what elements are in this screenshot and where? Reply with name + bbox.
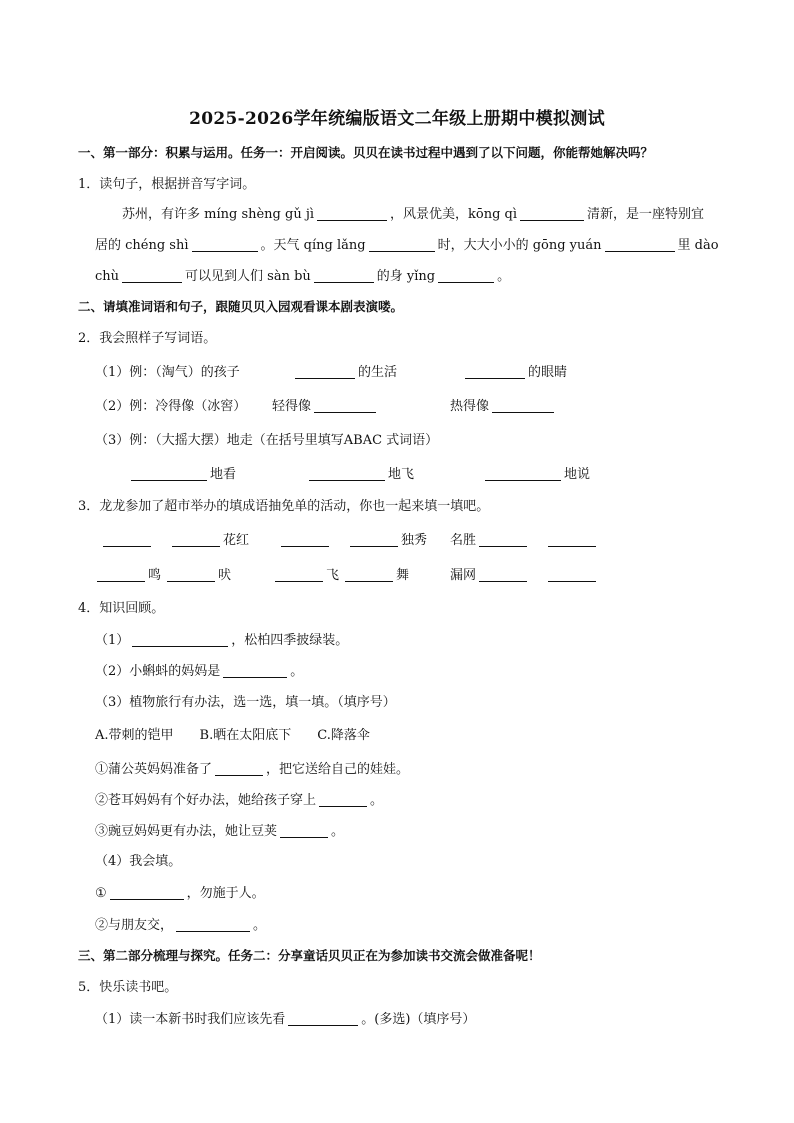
q4-choice-3-text: ③豌豆妈妈更有办法，她让豆荚 [95, 824, 278, 839]
blank[interactable] [314, 268, 374, 283]
q2-item-1a-text: 的生活 [358, 365, 398, 380]
blank[interactable] [314, 398, 376, 413]
blank[interactable] [97, 567, 145, 582]
q4-choice-2-end: 。 [370, 793, 384, 808]
blank[interactable] [309, 466, 385, 481]
blank[interactable] [492, 398, 554, 413]
q4-sub-3: （3）植物旅行有办法，选一选，填一填。（填序号） [95, 695, 396, 710]
q4-choice-2 [95, 792, 383, 810]
blank[interactable] [192, 237, 258, 252]
blank[interactable] [605, 237, 675, 252]
q3-idiom-5-text-a: 飞 [326, 568, 340, 583]
q3-idiom-4-text-b: 吠 [218, 568, 232, 583]
q3-idiom-4-text-a: 鸣 [148, 568, 162, 583]
q4-sub-4: （4）我会填。 [95, 854, 182, 869]
q2-stem: 2．我会照样子写词语。 [78, 331, 217, 346]
q4-fill-2-text: ②与朋友交， [95, 918, 174, 933]
q1-line3-d: 。 [497, 269, 511, 284]
q4-sub-1 [95, 632, 348, 650]
q3-stem: 3．龙龙参加了超市举办的填成语抽免单的活动，你也一起来填一填吧。 [78, 499, 490, 514]
q4-fill-1-text: ，勿施于人。 [186, 886, 265, 901]
q1-line1-b: ，风景优美，kōng qì [390, 207, 518, 222]
q2-item-3a [128, 466, 236, 484]
q2-item-2b [450, 398, 557, 416]
blank[interactable] [479, 532, 527, 547]
q4-sub-1-text: ，松柏四季披绿装。 [231, 633, 349, 648]
q5-sub-1-text: （1）读一本新书时我们应该先看 [95, 1012, 286, 1027]
q4-fill-1 [95, 885, 265, 903]
blank[interactable] [280, 823, 328, 838]
q5-stem: 5．快乐读书吧。 [78, 980, 178, 995]
q3-idiom-6 [450, 567, 599, 585]
blank[interactable] [369, 237, 435, 252]
q2-item-3b-text: 地飞 [388, 467, 415, 482]
q1-line1-a: 苏州，有许多 míng shèng gǔ jì [122, 207, 315, 222]
blank[interactable] [295, 364, 355, 379]
q1-line1-c: 清新，是一座特别宜 [587, 207, 705, 222]
q4-stem: 4．知识回顾。 [78, 601, 165, 616]
blank[interactable] [345, 567, 393, 582]
blank[interactable] [548, 567, 596, 582]
q2-item-3b [306, 466, 414, 484]
section-3-heading: 三、第二部分梳理与探究。任务二：分享童话贝贝正在为参加读书交流会做准备呢！ [78, 948, 541, 963]
q4-fill-2 [95, 917, 266, 935]
q3-idiom-5-text-b: 舞 [396, 568, 410, 583]
blank[interactable] [122, 268, 182, 283]
blank[interactable] [548, 532, 596, 547]
q1-line-3 [95, 268, 510, 286]
q1-line2-b: 。天气 qíng lǎng [260, 238, 366, 253]
q1-line3-c: 的身 yǐng [376, 269, 436, 284]
q4-choice-1-text: ①蒲公英妈妈准备了 [95, 762, 213, 777]
blank[interactable] [103, 532, 151, 547]
q5-sub-1-end: 。(多选)（填序号） [361, 1012, 476, 1027]
q2-item-3a-text: 地看 [210, 467, 237, 482]
q3-idiom-1-text: 花红 [223, 533, 250, 548]
blank[interactable] [167, 567, 215, 582]
q2-item-2b-text: 热得像 [450, 399, 490, 414]
blank[interactable] [485, 466, 561, 481]
blank[interactable] [223, 663, 287, 678]
q4-sub-1-label: （1） [95, 633, 130, 648]
section-1-heading: 一、第一部分：积累与运用。任务一：开启阅读。贝贝在读书过程中遇到了以下问题，你能帮她解决吗？ [78, 145, 654, 160]
blank[interactable] [176, 917, 250, 932]
q4-choice-1-end: ，把它送给自己的娃娃。 [266, 762, 410, 777]
q1-line3-a: chù [95, 269, 120, 284]
q3-idiom-6-text: 漏网 [450, 568, 477, 583]
q3-idiom-4 [94, 567, 231, 585]
q4-sub-2-text: （2）小蝌蚪的妈妈是 [95, 664, 221, 679]
q2-example-2: （2）例：冷得像（冰窖） [95, 399, 247, 414]
q1-line2-c: 时，大大小小的 gōng yuán [437, 238, 602, 253]
q1-line-1 [122, 206, 704, 224]
blank[interactable] [215, 761, 263, 776]
q1-line2-d: 里 dào [677, 238, 719, 253]
q4-sub-2 [95, 663, 303, 681]
q2-item-1b-text: 的眼睛 [528, 365, 568, 380]
q1-line3-b: 可以见到人们 sàn bù [185, 269, 311, 284]
q3-idiom-3-text: 名胜 [450, 533, 477, 548]
q4-options: A.带刺的铠甲 B.晒在太阳底下 C.降落伞 [95, 728, 370, 743]
q2-item-2a [272, 398, 379, 416]
q2-item-1b [462, 364, 567, 382]
q5-sub-1 [95, 1011, 475, 1029]
q3-idiom-5 [272, 567, 409, 585]
q2-item-3c-text: 地说 [564, 467, 591, 482]
q3-idiom-2 [278, 532, 427, 550]
blank[interactable] [350, 532, 398, 547]
blank[interactable] [172, 532, 220, 547]
q2-example-3: （3）例：（大摇大摆）地走（在括号里填写ABAC 式词语） [95, 433, 439, 448]
blank[interactable] [479, 567, 527, 582]
blank[interactable] [110, 885, 184, 900]
section-2-heading: 二、请填准词语和句子，跟随贝贝入园观看课本剧表演喽。 [78, 299, 404, 314]
q2-example-1: （1）例：（淘气）的孩子 [95, 365, 240, 380]
q2-item-3c [482, 466, 590, 484]
blank[interactable] [132, 632, 228, 647]
q4-sub-2-end: 。 [290, 664, 304, 679]
blank[interactable] [317, 206, 387, 221]
blank[interactable] [275, 567, 323, 582]
q1-stem: 1．读句子，根据拼音写字词。 [78, 177, 256, 192]
q4-choice-3 [95, 823, 344, 841]
blank[interactable] [465, 364, 525, 379]
blank[interactable] [319, 792, 367, 807]
blank[interactable] [281, 532, 329, 547]
q3-idiom-1 [100, 532, 249, 550]
q1-line2-a: 居的 chéng shì [95, 238, 189, 253]
q1-line-2 [95, 237, 719, 255]
q4-choice-3-end: 。 [331, 824, 345, 839]
q4-fill-2-end: 。 [253, 918, 267, 933]
blank[interactable] [131, 466, 207, 481]
blank[interactable] [288, 1011, 358, 1026]
blank[interactable] [438, 268, 494, 283]
q4-choice-2-text: ②苍耳妈妈有个好办法，她给孩子穿上 [95, 793, 317, 808]
blank[interactable] [520, 206, 584, 221]
q3-idiom-3 [450, 532, 599, 550]
page-title: 2025-2026学年统编版语文二年级上册期中模拟测试 [189, 109, 605, 129]
q4-choice-1 [95, 761, 409, 779]
q3-idiom-2-text: 独秀 [401, 533, 428, 548]
q4-fill-1-label: ① [95, 886, 107, 901]
q2-item-2a-text: 轻得像 [272, 399, 312, 414]
q2-item-1a [292, 364, 397, 382]
